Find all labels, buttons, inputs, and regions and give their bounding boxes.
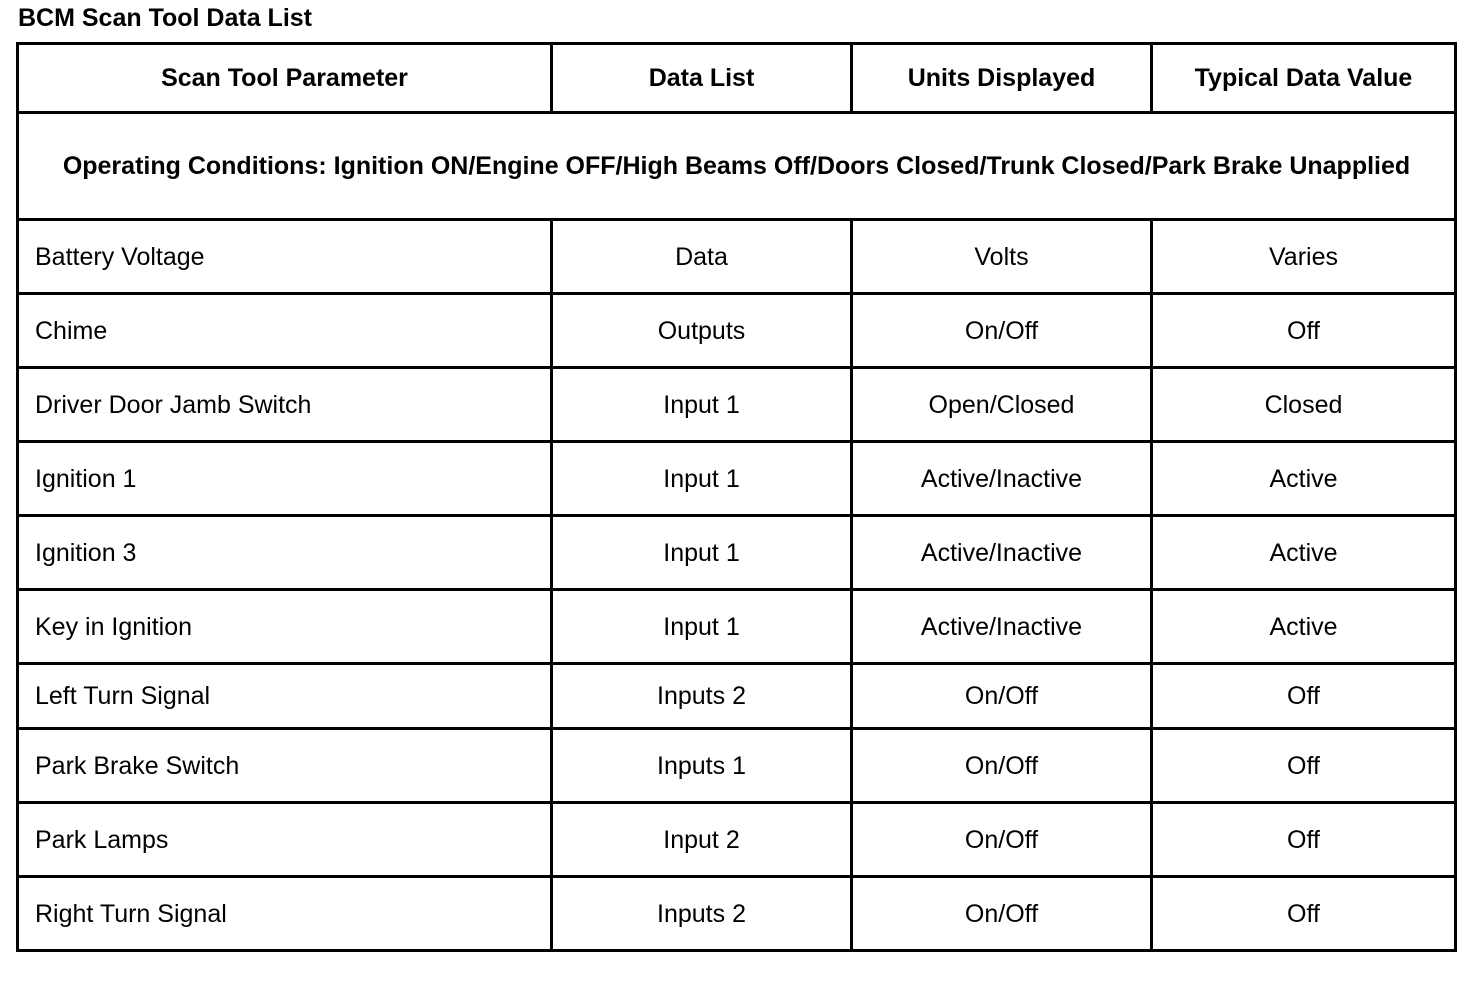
cell-data-list: Input 1	[552, 368, 852, 442]
operating-conditions-row	[18, 113, 1456, 220]
cell-units: On/Off	[852, 803, 1152, 877]
cell-units: On/Off	[852, 664, 1152, 729]
table-row	[18, 220, 1456, 294]
cell-parameter: Ignition 3	[18, 516, 552, 590]
cell-units: Active/Inactive	[852, 590, 1152, 664]
cell-typical: Active	[1152, 516, 1456, 590]
cell-data-list: Input 1	[552, 516, 852, 590]
cell-data-list: Input 1	[552, 590, 852, 664]
header-scan-tool-parameter: Scan Tool Parameter	[18, 44, 552, 113]
cell-parameter: Chime	[18, 294, 552, 368]
cell-data-list: Outputs	[552, 294, 852, 368]
cell-data-list: Inputs 1	[552, 729, 852, 803]
header-data-list: Data List	[552, 44, 852, 113]
cell-parameter: Battery Voltage	[18, 220, 552, 294]
cell-data-list: Inputs 2	[552, 664, 852, 729]
cell-typical: Off	[1152, 803, 1456, 877]
cell-typical: Active	[1152, 590, 1456, 664]
header-typical-data-value: Typical Data Value	[1152, 44, 1456, 113]
cell-parameter: Left Turn Signal	[18, 664, 552, 729]
table-row	[18, 729, 1456, 803]
header-units-displayed: Units Displayed	[852, 44, 1152, 113]
cell-typical: Closed	[1152, 368, 1456, 442]
operating-conditions: Operating Conditions: Ignition ON/Engine OFF/High Beams Off/Doors Closed/Trunk Closed/Park Brake Unapplied	[18, 113, 1456, 220]
cell-units: On/Off	[852, 294, 1152, 368]
cell-units: Open/Closed	[852, 368, 1152, 442]
scan-tool-data-table	[16, 42, 1457, 952]
cell-data-list: Data	[552, 220, 852, 294]
cell-typical: Varies	[1152, 220, 1456, 294]
cell-parameter: Right Turn Signal	[18, 877, 552, 951]
table-header-row	[18, 44, 1456, 113]
cell-units: Active/Inactive	[852, 442, 1152, 516]
table-row	[18, 516, 1456, 590]
table-row	[18, 294, 1456, 368]
cell-typical: Active	[1152, 442, 1456, 516]
table-row	[18, 368, 1456, 442]
cell-typical: Off	[1152, 729, 1456, 803]
cell-units: Volts	[852, 220, 1152, 294]
table-row	[18, 877, 1456, 951]
table-row	[18, 442, 1456, 516]
cell-data-list: Input 1	[552, 442, 852, 516]
cell-parameter: Park Lamps	[18, 803, 552, 877]
cell-data-list: Inputs 2	[552, 877, 852, 951]
cell-typical: Off	[1152, 664, 1456, 729]
cell-data-list: Input 2	[552, 803, 852, 877]
cell-typical: Off	[1152, 877, 1456, 951]
cell-typical: Off	[1152, 294, 1456, 368]
cell-parameter: Key in Ignition	[18, 590, 552, 664]
table-row	[18, 590, 1456, 664]
table-row	[18, 664, 1456, 729]
cell-units: Active/Inactive	[852, 516, 1152, 590]
cell-parameter: Ignition 1	[18, 442, 552, 516]
cell-units: On/Off	[852, 877, 1152, 951]
cell-parameter: Park Brake Switch	[18, 729, 552, 803]
document-title: BCM Scan Tool Data List	[18, 4, 313, 32]
cell-parameter: Driver Door Jamb Switch	[18, 368, 552, 442]
cell-units: On/Off	[852, 729, 1152, 803]
table-row	[18, 803, 1456, 877]
